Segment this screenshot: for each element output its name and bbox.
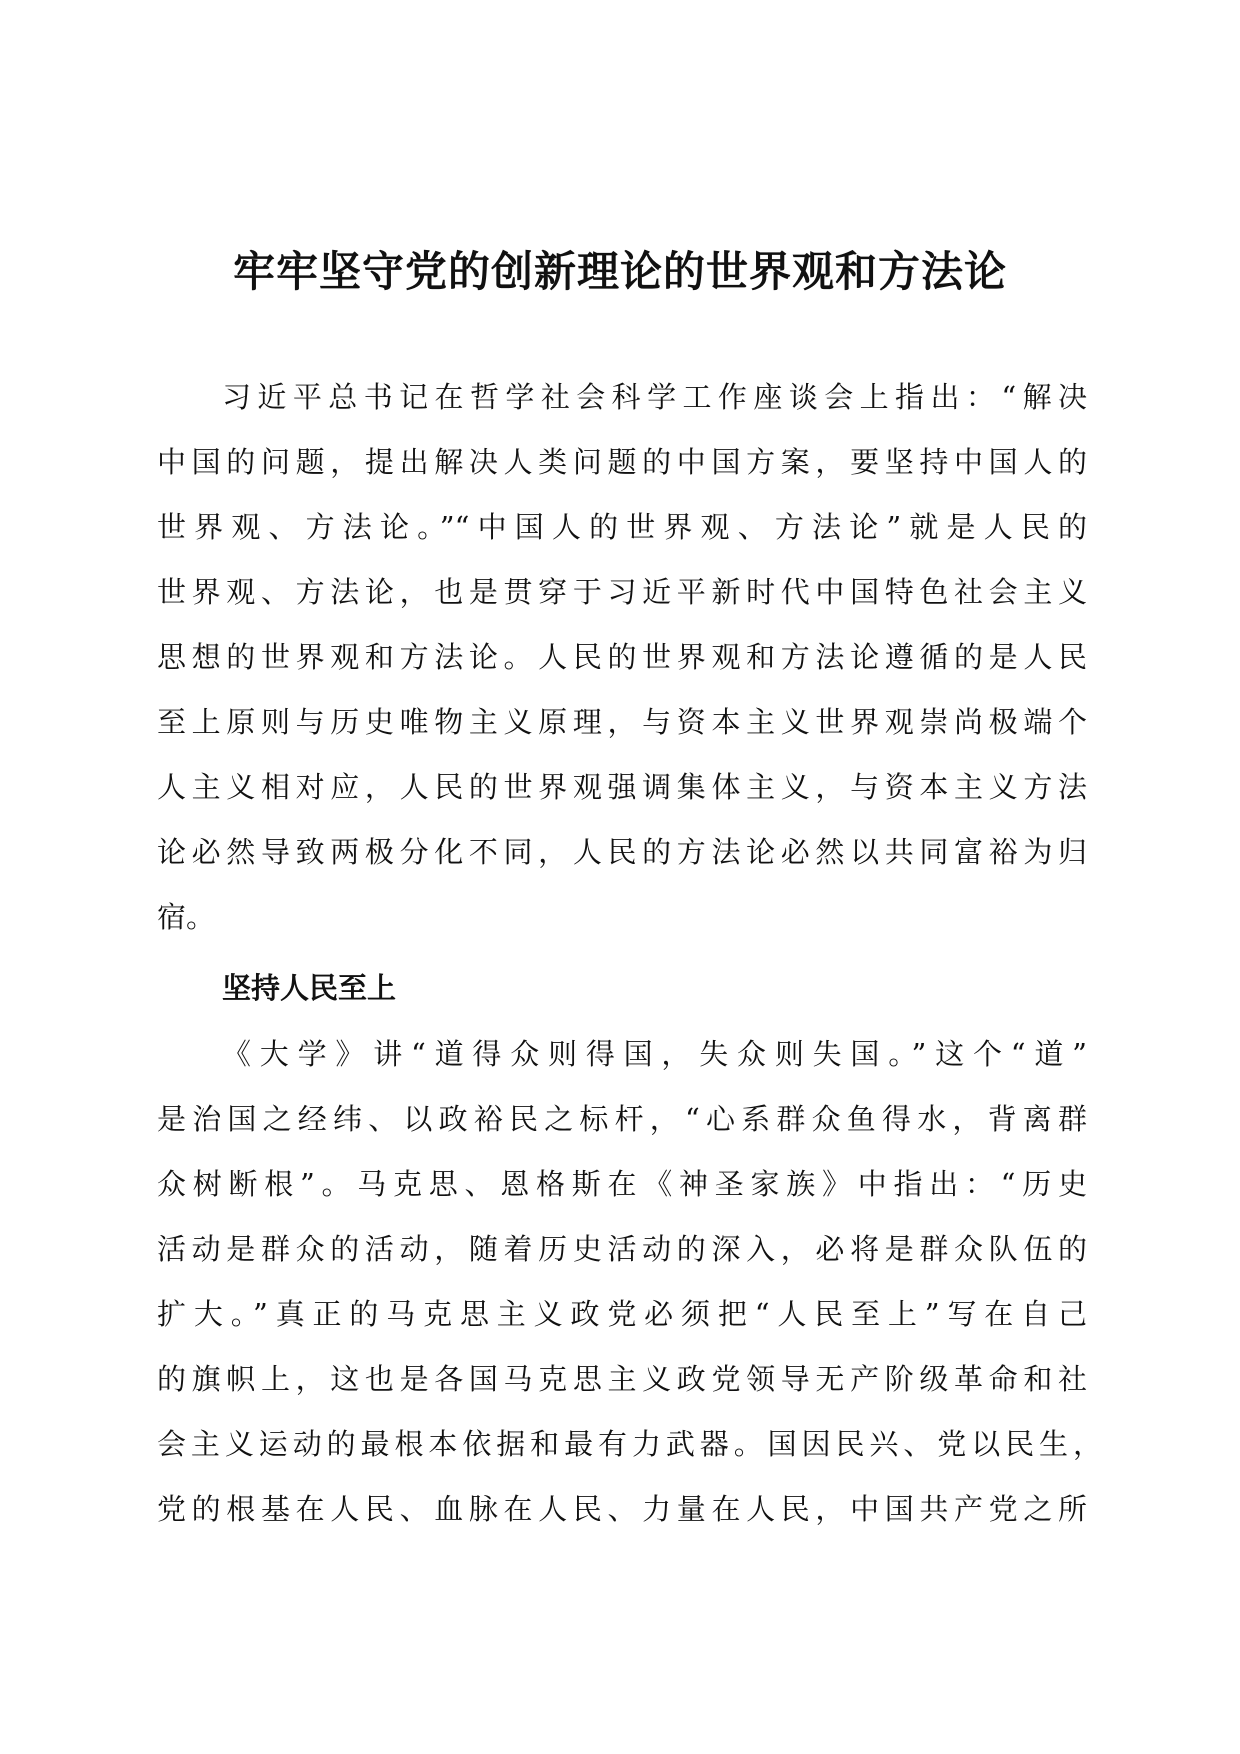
- paragraph-2-line-8: 党的根基在人民、血脉在人民、力量在人民，中国共产党之所: [157, 1492, 1087, 1526]
- paragraph-1-line-5: 思想的世界观和方法论。人民的世界观和方法论遵循的是人民: [157, 640, 1087, 674]
- paragraph-1-line-3: 世界观、方法论。”“中国人的世界观、方法论”就是人民的: [157, 510, 1087, 544]
- paragraph-1-line-4: 世界观、方法论，也是贯穿于习近平新时代中国特色社会主义: [157, 575, 1087, 609]
- paragraph-1-line-6: 至上原则与历史唯物主义原理，与资本主义世界观崇尚极端个: [157, 705, 1087, 739]
- paragraph-2-line-4: 活动是群众的活动，随着历史活动的深入，必将是群众队伍的: [157, 1232, 1087, 1266]
- section-heading: 坚持人民至上: [222, 971, 397, 1005]
- paragraph-2-line-2: 是治国之经纬、以政裕民之标杆，“心系群众鱼得水，背离群: [157, 1102, 1087, 1136]
- document-title: 牢牢坚守党的创新理论的世界观和方法论: [232, 247, 1007, 296]
- paragraph-1-line-8: 论必然导致两极分化不同，人民的方法论必然以共同富裕为归: [157, 835, 1087, 869]
- paragraph-1-line-1: 习近平总书记在哲学社会科学工作座谈会上指出：“解决: [222, 380, 1087, 414]
- paragraph-2-line-1: 《大学》讲“道得众则得国，失众则失国。”这个“道”: [222, 1037, 1087, 1071]
- paragraph-2-line-5: 扩大。”真正的马克思主义政党必须把“人民至上”写在自己: [157, 1297, 1087, 1331]
- paragraph-1-line-2: 中国的问题，提出解决人类问题的中国方案，要坚持中国人的: [157, 445, 1087, 479]
- paragraph-2-line-3: 众树断根”。马克思、恩格斯在《神圣家族》中指出：“历史: [157, 1167, 1087, 1201]
- paragraph-2-line-6: 的旗帜上，这也是各国马克思主义政党领导无产阶级革命和社: [157, 1362, 1087, 1396]
- paragraph-1-line-9: 宿。: [157, 900, 216, 934]
- paragraph-2-line-7: 会主义运动的最根本依据和最有力武器。国因民兴、党以民生，: [157, 1427, 1102, 1461]
- paragraph-1-line-7: 人主义相对应，人民的世界观强调集体主义，与资本主义方法: [157, 770, 1087, 804]
